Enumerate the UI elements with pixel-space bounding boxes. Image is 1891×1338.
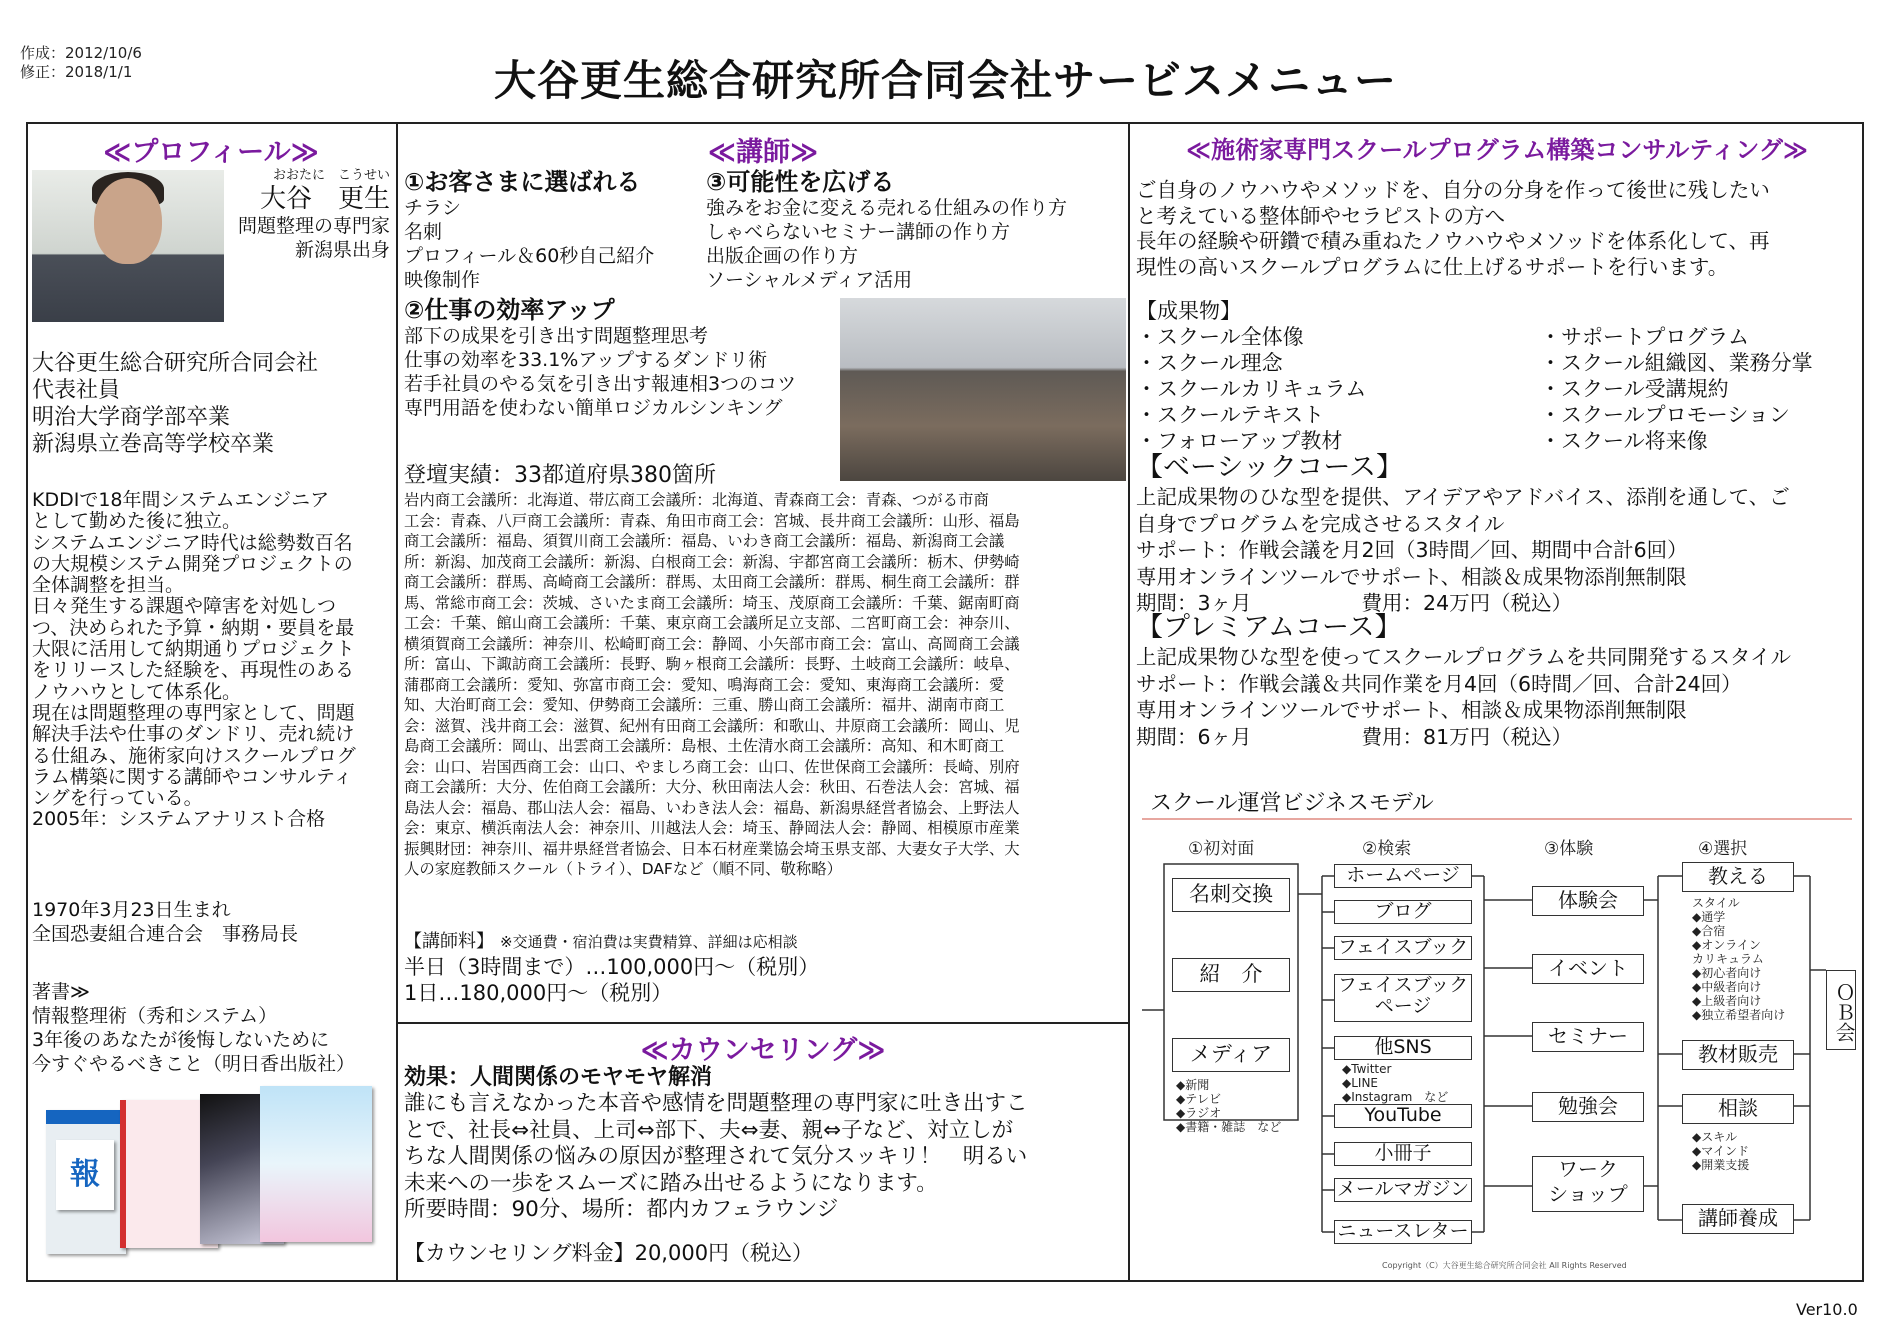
career-line: 代表社員 — [32, 378, 121, 403]
seminar-photo — [840, 298, 1126, 481]
record-line: 所：富山、下諏訪商工会議所：長野、駒ヶ根商工会議所：長野、土岐商工会議所：岐阜、 — [404, 655, 1020, 673]
deliverable-item: ・スクール理念 — [1136, 351, 1283, 375]
consulting-heading: ≪施術家専門スクールプログラム構築コンサルティング≫ — [1186, 136, 1808, 164]
premium-cost: 費用：81万円（税込） — [1361, 724, 1573, 749]
node-instructor-training: 講師養成 — [1682, 1204, 1794, 1234]
birth-info — [32, 898, 298, 946]
column-divider-2 — [1128, 122, 1130, 1282]
bio-line: として勤めた後に独立。 — [32, 510, 242, 533]
bio-line: 全体調整を担当。 — [32, 574, 185, 597]
sns-sub-item: ◆Twitter — [1342, 1062, 1392, 1076]
profile-name: 大谷 更生 — [259, 184, 390, 214]
bio-line: 現在は問題整理の専門家として、問題 — [32, 701, 355, 724]
premium-line: サポート：作戦会議＆共同作業を月4回（6時間／回、合計24回） — [1136, 671, 1742, 696]
teach-sub-item: ◆オンライン — [1692, 938, 1761, 952]
profile-tagline: 問題整理の専門家 — [237, 215, 390, 237]
node-seminar: セミナー — [1532, 1022, 1644, 1052]
deliverable-item: ・スクール将来像 — [1540, 429, 1708, 453]
fee-note: ※交通費・宿泊費は実費精算、詳細は応相談 — [500, 933, 798, 951]
deliverables-label: 【成果物】 — [1136, 299, 1241, 323]
teach-sub-item: ◆中級者向け — [1692, 980, 1762, 994]
counseling-line: とで、社長⇔社員、上司⇔部下、夫⇔妻、親⇔子など、対立しが — [404, 1117, 1014, 1143]
bio-line: ノウハウとして体系化。 — [32, 680, 242, 703]
node-event: イベント — [1532, 954, 1644, 984]
lecture-fee — [404, 930, 819, 1006]
record-line: 横須賀商工会議所：神奈川、松崎町商工会：静岡、小矢部市商工会：富山、高岡商工会議 — [404, 634, 1020, 653]
lecturer-counseling-divider — [396, 1022, 1129, 1024]
topic-item: 映像制作 — [404, 269, 481, 291]
version-label: Ver10.0 — [1796, 1300, 1858, 1319]
topic-item: プロフィール＆60秒自己紹介 — [404, 245, 655, 267]
node-newsletter: ニュースレター — [1334, 1220, 1472, 1244]
basic-course-title: 【ベーシックコース】 — [1136, 452, 1404, 483]
business-model-diagram — [1142, 820, 1862, 1275]
record-line: 岩内商工会議所：北海道、帯広商工会議所：北海道、青森商工会：青森、つがる市商 — [404, 491, 989, 509]
intro-line: と考えている整体師やセラピストの方へ — [1136, 203, 1505, 228]
intro-line: 現性の高いスクールプログラムに仕上げるサポートを行います。 — [1136, 254, 1729, 279]
column-divider-1 — [396, 122, 398, 1282]
basic-course — [1136, 452, 1860, 617]
record-line: 工会：青森、八戸商工会議所：青森、角田市商工会：宮城、長井商工会議所：山形、福島 — [404, 511, 1020, 530]
record-line: 商工会議所：群馬、高崎商工会議所：群馬、太田商工会議所：群馬、桐生商工会議所：群 — [404, 573, 1020, 591]
node-booklet: 小冊子 — [1334, 1142, 1472, 1166]
basic-line: 自身でプログラムを完成させるスタイル — [1136, 511, 1505, 536]
node-homepage: ホームページ — [1334, 864, 1472, 888]
premium-course-title: 【プレミアムコース】 — [1136, 612, 1402, 643]
node-ob-association: ＯＢ会 — [1826, 970, 1856, 1050]
fee-full-day: 1日…180,000円～（税別） — [404, 981, 673, 1005]
consult-sub-item: ◆マインド — [1692, 1144, 1749, 1158]
deliverable-item: ・スクール受講規約 — [1540, 377, 1729, 401]
bio-line: KDDIで18年間システムエンジニア — [32, 489, 330, 511]
sns-sub-list — [1342, 1062, 1448, 1104]
topic-item: 出版企画の作り方 — [706, 245, 859, 267]
media-sub-item: ◆テレビ — [1176, 1092, 1221, 1106]
fee-half-day: 半日（3時間まで）…100,000円～（税別） — [404, 955, 820, 979]
node-teach: 教える — [1682, 862, 1794, 892]
bio-line: の大規模システム開発プロジェクトの — [32, 552, 353, 575]
model-title: スクール運営ビジネスモデル — [1150, 791, 1434, 816]
consult-sub-list — [1692, 1130, 1749, 1172]
deliverable-item: ・フォローアップ教材 — [1136, 429, 1343, 453]
record-line: 会：東京、横浜南法人会：神奈川、川越法人会：埼玉、静岡法人会：静岡、相模原市産業 — [404, 819, 1020, 837]
counseling-line: 未来への一歩をスムーズに踏み出せるようになります。 — [404, 1170, 938, 1196]
career-line: 大谷更生総合研究所合同会社 — [32, 351, 319, 376]
teach-sub-item: カリキュラム — [1692, 952, 1764, 966]
topic-title: ③可能性を広げる — [706, 168, 895, 196]
record-line: 所：新潟、加茂商工会議所：新潟、白根商工会：新潟、宇都宮商工会議所：栃木、伊勢崎 — [404, 552, 1020, 571]
node-material-sales: 教材販売 — [1682, 1040, 1794, 1070]
book-title: 情報整理術（秀和システム） — [32, 1005, 278, 1027]
deliverable-item: ・サポートプログラム — [1540, 325, 1750, 349]
sns-sub-item: ◆Instagram など — [1342, 1090, 1449, 1104]
record-line: 振興財団：神奈川、福井県経営者協会、日本石材産業協会埼玉県支部、大妻女子大学、大 — [404, 839, 1020, 858]
intro-line: ご自身のノウハウやメソッドを、自分の分身を作って後世に残したい — [1136, 178, 1770, 202]
premium-period: 期間：6ヶ月 — [1136, 724, 1252, 749]
career-line: 明治大学商学部卒業 — [32, 405, 231, 430]
topic-1 — [404, 168, 654, 292]
counseling-fee: 【カウンセリング料金】20,000円（税込） — [404, 1240, 814, 1265]
intro-line: 長年の経験や研鑽で積み重ねたノウハウやメソッドを体系化して、再 — [1136, 229, 1770, 253]
teach-sub-list — [1692, 896, 1785, 1022]
counseling-heading: ≪カウンセリング≫ — [640, 1035, 886, 1066]
node-referral: 紹 介 — [1172, 958, 1290, 992]
profile-origin: 新潟県出身 — [294, 239, 390, 261]
teach-sub-item: スタイル — [1692, 896, 1740, 910]
topic-2 — [404, 296, 796, 420]
bio-line: る仕組み、施術家向けスクールプログ — [32, 744, 356, 767]
created-date: 作成：2012/10/6 — [20, 44, 142, 62]
consulting-intro — [1136, 178, 1860, 280]
teach-sub-item: ◆初心者向け — [1692, 966, 1762, 980]
media-sub-item: ◆ラジオ — [1176, 1106, 1222, 1120]
media-sub-list — [1176, 1078, 1281, 1134]
media-sub-item: ◆書籍・雑誌 など — [1176, 1120, 1282, 1134]
deliverables-right — [1540, 324, 1813, 454]
node-study-group: 勉強会 — [1532, 1092, 1644, 1122]
stage-4-heading: ④選択 — [1698, 839, 1748, 859]
record-line: 知、大治町商工会：愛知、伊勢商工会議所：三重、勝山商工会議所：福井、湖南市商工 — [404, 696, 1005, 714]
record-line: 会：滋賀、浅井商工会：滋賀、紀州有田商工会議所：和歌山、井原商工会議所：岡山、児 — [404, 716, 1020, 735]
consult-sub-item: ◆開業支援 — [1692, 1158, 1750, 1172]
basic-line: 上記成果物のひな型を提供、アイデアやアドバイス、添削を通して、ご — [1136, 485, 1790, 509]
counseling-body — [404, 1064, 1126, 1266]
record-title: 登壇実績：33都道府県380箇所 — [404, 463, 716, 488]
basic-line: サポート：作戦会議を月2回（3時間／回、期間中合計6回） — [1136, 538, 1688, 562]
topic-title: ②仕事の効率アップ — [404, 296, 615, 324]
bio-line: 大限に活用して納期通りプロジェクト — [32, 638, 355, 661]
record-line: 人の家庭教師スクール（トライ）、DAFなど（順不同、敬称略） — [404, 860, 843, 878]
affiliation: 全国恐妻組合連合会 事務局長 — [32, 923, 299, 945]
node-mail-magazine: メールマガジン — [1334, 1178, 1472, 1202]
record-list — [404, 490, 1126, 880]
record-line: 会：山口、岩国西商工会：山口、やましろ商工会：山口、佐世保商工会議所：長崎、別府 — [404, 757, 1020, 776]
basic-cost: 費用：24万円（税込） — [1361, 591, 1573, 615]
sns-sub-item: ◆LINE — [1342, 1076, 1379, 1090]
bio-line: をリリースした経験を、再現性のある — [32, 659, 355, 682]
bio-line: ングを行っている。 — [32, 787, 203, 810]
teach-sub-item: ◆独立希望者向け — [1692, 1008, 1786, 1022]
bio-line: ラム構築に関する講師やコンサルティ — [32, 765, 353, 788]
bio-line: 日々発生する課題や障害を対処しつ — [32, 595, 337, 618]
node-blog: ブログ — [1334, 900, 1472, 924]
bio-line: 2005年：システムアナリスト合格 — [32, 808, 326, 831]
fee-label: 【講師料】 — [404, 931, 494, 952]
node-trial-session: 体験会 — [1532, 886, 1644, 916]
profile-photo — [32, 170, 224, 322]
teach-sub-item: ◆上級者向け — [1692, 994, 1762, 1008]
topic-item: 強みをお金に変える売れる仕組みの作り方 — [706, 197, 1068, 219]
deliverable-item: ・スクール全体像 — [1136, 325, 1304, 349]
record-line: 商工会議所：大分、佐伯商工会議所：大分、秋田南法人会：秋田、石巻法人会：宮城、福 — [404, 778, 1020, 796]
deliverable-item: ・スクールカリキュラム — [1136, 377, 1367, 401]
books-heading: 著書≫ — [32, 981, 90, 1003]
record-line: 島商工会議所：岡山、出雲商工会議所：島根、土佐清水商工会議所：高知、和木町商工 — [404, 737, 1005, 755]
stage-2-heading: ②検索 — [1362, 839, 1412, 859]
counseling-line: ちな人間関係の悩みの原因が整理されて気分スッキリ！ 明るい — [404, 1144, 1028, 1169]
premium-line: 専用オンラインツールでサポート、相談＆成果物添削無制限 — [1136, 698, 1687, 722]
node-facebook-page: フェイスブック ページ — [1334, 974, 1472, 1022]
deliverables-left — [1136, 324, 1366, 454]
book-covers-image: 報 — [46, 1080, 376, 1260]
book-title: 3年後のあなたが後悔しないために — [32, 1029, 330, 1051]
basic-period: 期間：3ヶ月 — [1136, 591, 1252, 615]
topic-item: しゃべらないセミナー講師の作り方 — [706, 221, 1011, 243]
record-line: 工会：千葉、館山商工会議所：千葉、東京商工会議所足立支部、二宮町商工会：神奈川、 — [404, 614, 1020, 632]
deliverable-item: ・スクール組織図、業務分掌 — [1540, 351, 1813, 375]
record-line: 馬、常総市商工会：茨城、さいたま商工会議所：埼玉、茂原商工会議所：千葉、鋸南町商 — [404, 593, 1020, 612]
node-youtube: YouTube — [1334, 1104, 1472, 1128]
topic-item: ソーシャルメディア活用 — [706, 269, 913, 291]
record-line: 商工会議所：福島、須賀川商工会議所：福島、いわき商工会議所：福島、新潟商工会議 — [404, 532, 1005, 550]
stage-1-heading: ①初対面 — [1188, 839, 1255, 859]
page-title: 大谷更生総合研究所合同会社サービスメニュー — [493, 56, 1397, 105]
lecturer-heading: ≪講師≫ — [707, 137, 819, 168]
book-title: 今すぐやるべきこと（明日香出版社） — [32, 1053, 356, 1075]
topic-item: 部下の成果を引き出す問題整理思考 — [404, 325, 709, 347]
counseling-line: 誰にも言えなかった本音や感情を問題整理の専門家に吐き出すこ — [404, 1091, 1028, 1116]
career-list — [32, 350, 318, 458]
birth-date: 1970年3月23日生まれ — [32, 899, 231, 921]
premium-course — [1136, 612, 1860, 750]
premium-line: 上記成果物ひな型を使ってスクールプログラムを共同開発するスタイル — [1136, 645, 1791, 669]
model-copyright: Copyright（C）大谷更生総合研究所合同会社 All Rights Reserved — [1382, 1261, 1627, 1270]
topic-title: ①お客さまに選ばれる — [404, 168, 641, 196]
teach-sub-item: ◆合宿 — [1692, 924, 1726, 938]
topic-item: 若手社員のやる気を引き出す報連相3つのコツ — [404, 373, 797, 395]
topic-item: 名刺 — [404, 221, 443, 243]
topic-item: 専門用語を使わない簡単ロジカルシンキング — [404, 397, 783, 419]
deliverable-item: ・スクールテキスト — [1136, 403, 1325, 427]
record-line: 島法人会：福島、郡山法人会：福島、いわき法人会：福島、新潟県経営者協会、上野法人 — [404, 798, 1020, 817]
deliverable-item: ・スクールプロモーション — [1540, 403, 1790, 427]
name-furigana: おおたに こうせい — [272, 168, 390, 183]
revised-date: 修正：2018/1/1 — [20, 63, 133, 81]
books-list — [32, 980, 355, 1076]
profile-heading: ≪プロフィール≫ — [103, 137, 319, 168]
consult-sub-item: ◆スキル — [1692, 1130, 1738, 1144]
node-business-card: 名刺交換 — [1172, 878, 1290, 912]
node-facebook: フェイスブック — [1334, 936, 1472, 960]
counseling-line: 所要時間：90分、場所：都内カフェラウンジ — [404, 1197, 839, 1222]
counseling-effect: 効果：人間関係のモヤモヤ解消 — [404, 1065, 713, 1090]
node-other-sns: 他SNS — [1334, 1036, 1472, 1060]
bio-text — [32, 490, 394, 831]
topic-3 — [706, 168, 1067, 292]
topic-item: チラシ — [404, 197, 462, 219]
record-line: 蒲郡商工会議所：愛知、弥富市商工会：愛知、鳴海商工会：愛知、東海商工会議所：愛 — [404, 675, 1005, 694]
career-line: 新潟県立巻高等学校卒業 — [32, 432, 275, 457]
media-sub-item: ◆新聞 — [1176, 1078, 1210, 1092]
topic-item: 仕事の効率を33.1%アップするダンドリ術 — [404, 349, 768, 371]
stage-3-heading: ③体験 — [1544, 839, 1594, 859]
basic-line: 専用オンラインツールでサポート、相談＆成果物添削無制限 — [1136, 564, 1687, 589]
profile-name-block — [226, 168, 394, 262]
teach-sub-item: ◆通学 — [1692, 910, 1726, 924]
node-workshop: ワーク ショップ — [1532, 1156, 1644, 1212]
node-media: メディア — [1172, 1038, 1290, 1072]
node-consultation: 相談 — [1682, 1094, 1794, 1124]
bio-line: つ、決められた予算・納期・要員を最 — [32, 616, 355, 639]
bio-line: 解決手法や仕事のダンドリ、売れ続け — [32, 723, 355, 746]
bio-line: システムエンジニア時代は総勢数百名 — [32, 531, 353, 554]
